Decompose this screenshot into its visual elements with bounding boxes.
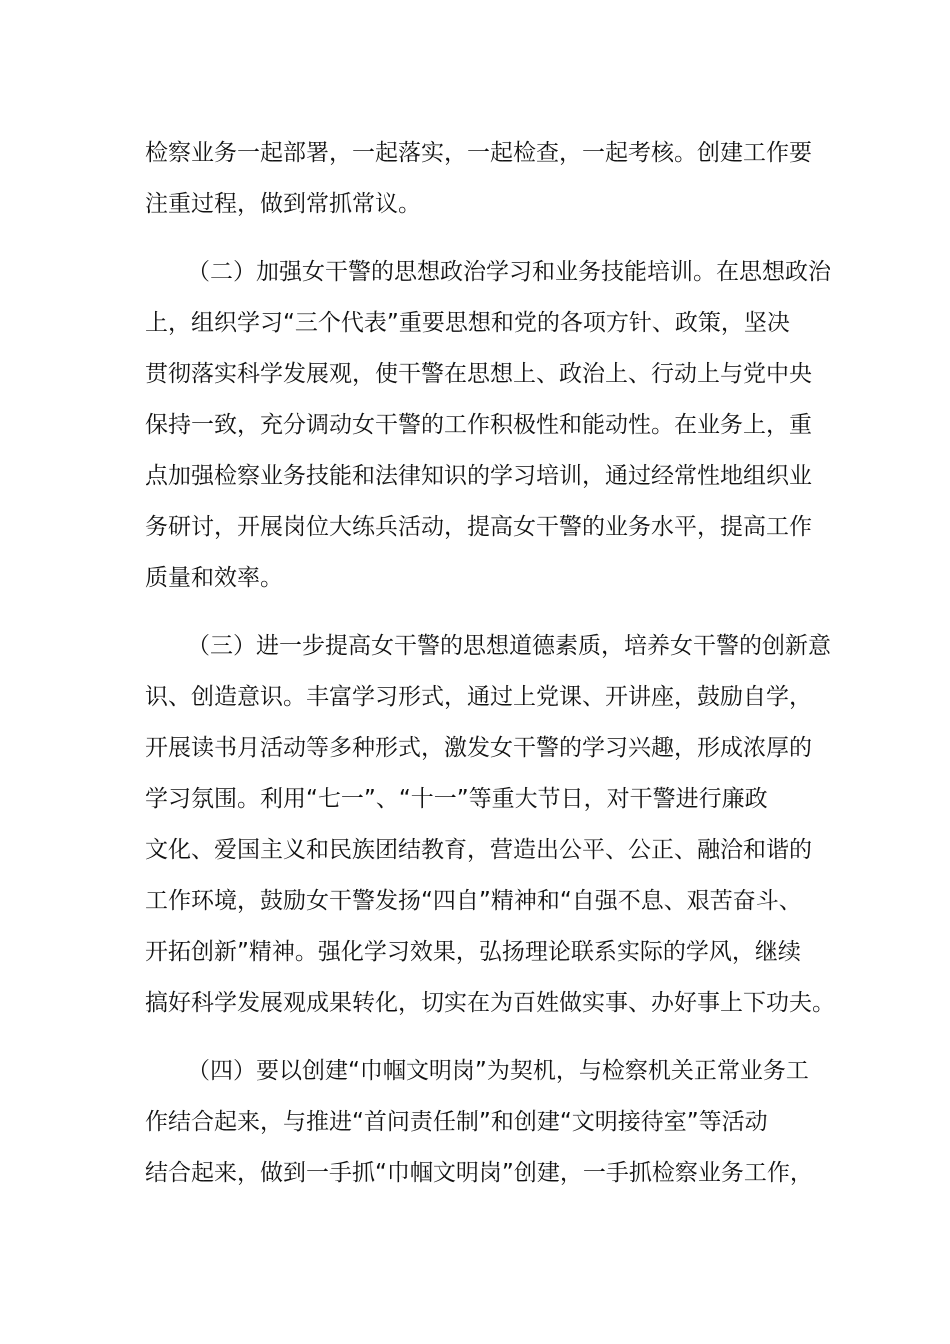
paragraph-line: 贯彻落实科学发展观，使干警在思想上、政治上、行动上与党中央: [145, 361, 812, 387]
paragraph-line: 工作环境，鼓励女干警发扬“四自”精神和“自强不息、艰苦奋斗、: [145, 888, 802, 914]
paragraph-3: [145, 621, 835, 1029]
paragraph-line: 开拓创新”精神。强化学习效果，弘扬理论联系实际的学风，继续: [145, 939, 801, 965]
paragraph-line: 质量和效率。: [145, 565, 283, 591]
paragraph-line: 点加强检察业务技能和法律知识的学习培训，通过经常性地组织业: [145, 463, 812, 489]
paragraph-line: 识、创造意识。丰富学习形式，通过上党课、开讲座，鼓励自学，: [145, 684, 812, 710]
paragraph-line: 检察业务一起部署，一起落实，一起检查，一起考核。创建工作要: [145, 140, 812, 166]
paragraph-line: 作结合起来，与推进“首问责任制”和创建“文明接待室”等活动: [145, 1109, 768, 1135]
paragraph-line: 结合起来，做到一手抓“巾帼文明岗”创建，一手抓检察业务工作，: [145, 1160, 813, 1186]
paragraph-line: （二）加强女干警的思想政治学习和业务技能培训。在思想政治: [187, 259, 831, 285]
paragraph-line: 上，组织学习“三个代表”重要思想和党的各项方针、政策，坚决: [145, 310, 790, 336]
paragraph-line: （四）要以创建“巾帼文明岗”为契机，与检察机关正常业务工: [187, 1058, 809, 1084]
paragraph-line: 注重过程，做到常抓常议。: [145, 191, 421, 217]
paragraph-gap: [145, 230, 807, 247]
paragraph-line: （三）进一步提高女干警的思想道德素质，培养女干警的创新意: [187, 633, 831, 659]
paragraph-line: 务研讨，开展岗位大练兵活动，提高女干警的业务水平，提高工作: [145, 514, 812, 540]
paragraph-gap: [145, 604, 807, 621]
paragraph-gap: [145, 1029, 807, 1046]
paragraph-line: 搞好科学发展观成果转化，切实在为百姓做实事、办好事上下功夫。: [145, 990, 835, 1016]
document-body: [145, 128, 835, 1199]
paragraph-line: 文化、爱国主义和民族团结教育，营造出公平、公正、融洽和谐的: [145, 837, 812, 863]
paragraph-line: 保持一致，充分调动女干警的工作积极性和能动性。在业务上，重: [145, 412, 812, 438]
paragraph-line: 开展读书月活动等多种形式，激发女干警的学习兴趣，形成浓厚的: [145, 735, 812, 761]
paragraph-4: [145, 1046, 813, 1199]
paragraph-line: 学习氛围。利用“七一”、“十一”等重大节日，对干警进行廉政: [145, 786, 768, 812]
paragraph-1: [145, 128, 812, 230]
paragraph-2: [145, 247, 831, 604]
